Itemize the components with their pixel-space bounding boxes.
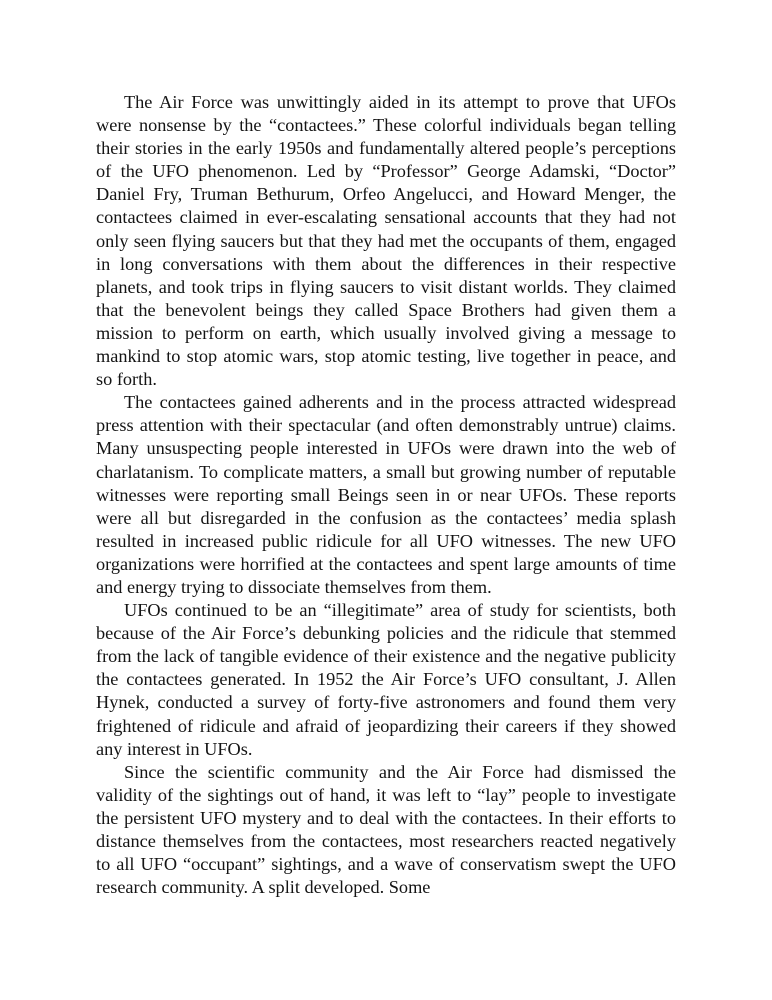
document-page — [96, 91, 676, 899]
paragraph-2: The contactees gained adherents and in the process attracted widespread press attention with their spectacular (and often demonstrably untrue) claims. Many unsuspecting people interested in UFOs were drawn into the web of charlatanism. To complicate matters, a small but growing number of reputable witnesses were reporting small Beings seen in or near UFOs. These reports were all but disregarded in the confusion as the contactees’ media splash resulted in increased public ridicule for all UFO witnesses. The new UFO organizations were horrified at the contactees and spent large amounts of time and energy trying to dissociate themselves from them. — [96, 392, 676, 597]
paragraph-1: The Air Force was unwittingly aided in its attempt to prove that UFOs were nonsense by the “contactees.” These colorful individuals began telling their stories in the early 1950s and fundamentally altered people’s perceptions of the UFO phenomenon. Led by “Professor” George Adamski, “Doctor” Daniel Fry, Truman Bethurum, Orfeo Angelucci, and Howard Menger, the contactees claimed in ever-escalating sensational accounts that they had not only seen flying saucers but that they had met the occupants of them, engaged in long conversations with them about the differences in their respective planets, and took trips in flying saucers to visit distant worlds. They claimed that the benevolent beings they called Space Brothers had given them a mission to perform on earth, which usually involved giving a message to mankind to stop atomic wars, stop atomic testing, live together in peace, and so forth. — [96, 92, 676, 390]
paragraph-3: UFOs continued to be an “illegitimate” area of study for scientists, both because of the Air Force’s debunking policies and the ridicule that stemmed from the lack of tangible evidence of their existence and the negative publicity the contactees generated. In 1952 the Air Force’s UFO consultant, J. Allen Hynek, conducted a survey of forty-five astronomers and found them very frightened of ridicule and afraid of jeopardizing their careers if they showed any interest in UFOs. — [96, 600, 676, 759]
paragraph-4: Since the scientific community and the Air Force had dismissed the validity of the sightings out of hand, it was left to “lay” people to investigate the persistent UFO mystery and to deal with the contactees. In their efforts to distance themselves from the contactees, most researchers reacted negatively to all UFO “occupant” sightings, and a wave of conservatism swept the UFO research community. A split developed. Some — [96, 761, 676, 898]
